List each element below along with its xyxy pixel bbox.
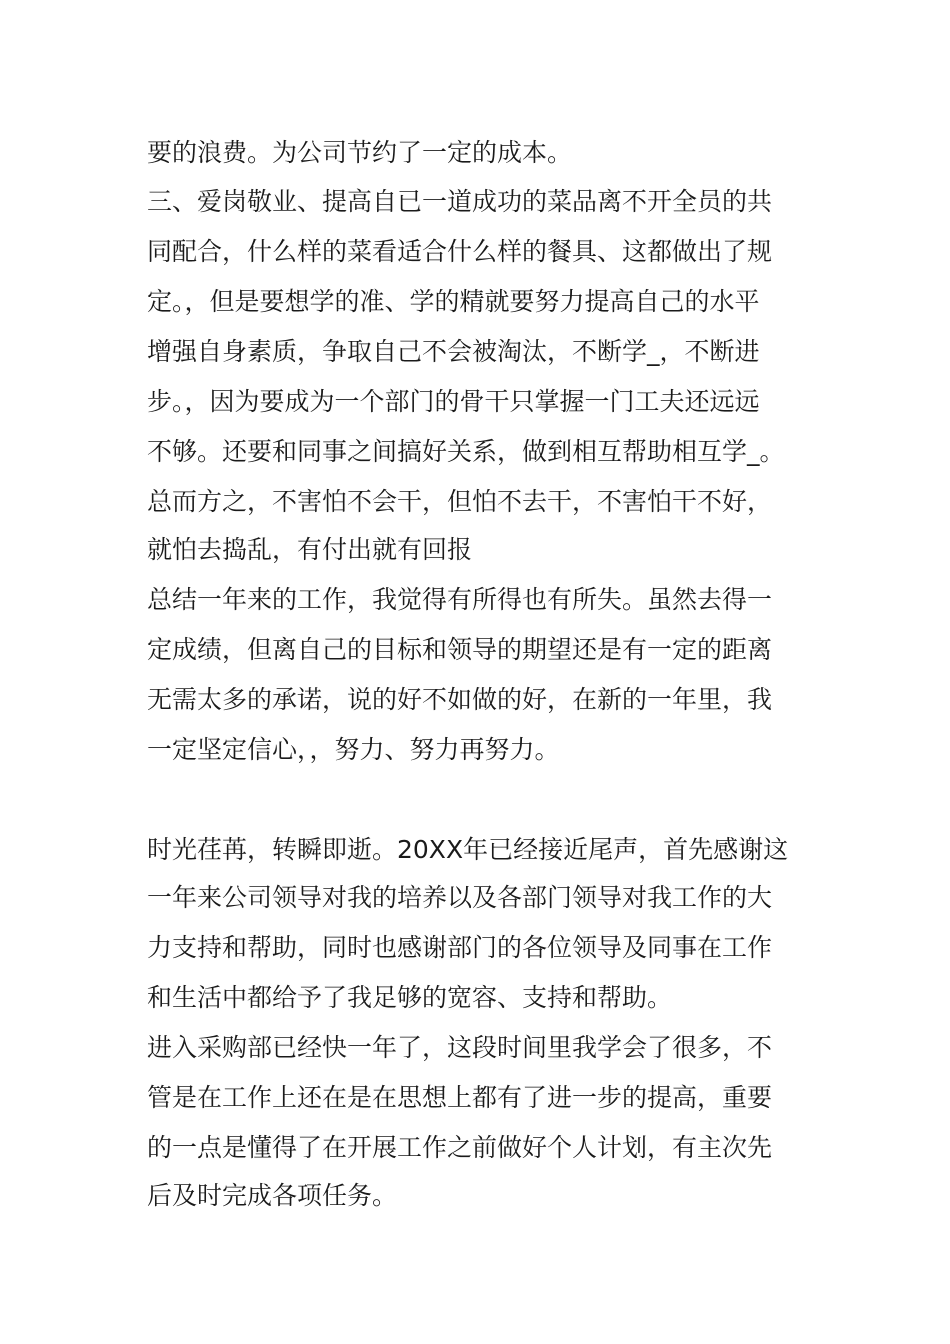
text-line: 不够。还要和同事之间搞好关系，做到相互帮助相互学_。 (147, 437, 785, 466)
text-line: 总结一年来的工作，我觉得有所得也有所失。虽然去得一 (147, 585, 773, 614)
text-line: 增强自身素质，争取自己不会被淘汰，不断学_，不断进 (147, 337, 760, 366)
text-line: 的一点是懂得了在开展工作之前做好个人计划，有主次先 (147, 1133, 773, 1162)
text-line: 一定坚定信心，，努力、努力再努力。 (147, 735, 560, 764)
text-line: 无需太多的承诺，说的好不如做的好，在新的一年里，我 (147, 685, 773, 714)
text-line: 管是在工作上还在是在思想上都有了进一步的提高，重要 (147, 1083, 773, 1112)
text-line: 后及时完成各项任务。 (147, 1181, 398, 1210)
text-line: 总而方之，不害怕不会干，但怕不去干，不害怕干不好， (147, 487, 773, 516)
text-line: 和生活中都给予了我足够的宽容、支持和帮助。 (147, 983, 673, 1012)
text-line: 就怕去捣乱，有付出就有回报 (147, 535, 473, 564)
text-line: 同配合，什么样的菜看适合什么样的餐具、这都做出了规 (147, 237, 773, 266)
text-line: 三、爱岗敬业、提高自已一道成功的菜品离不开全员的共 (147, 187, 773, 216)
text-line: 要的浪费。为公司节约了一定的成本。 (147, 138, 573, 167)
text-line: 进入采购部已经快一年了，这段时间里我学会了很多，不 (147, 1033, 773, 1062)
text-line: 力支持和帮助，同时也感谢部门的各位领导及同事在工作 (147, 933, 773, 962)
text-line: 步。，因为要成为一个部门的骨干只掌握一门工夫还远远 (147, 387, 760, 416)
text-line: 定成绩，但离自己的目标和领导的期望还是有一定的距离 (147, 635, 773, 664)
text-line: 一年来公司领导对我的培养以及各部门领导对我工作的大 (147, 883, 773, 912)
text-line: 时光荏苒，转瞬即逝。20XX年已经接近尾声，首先感谢这 (147, 835, 789, 864)
text-line: 定。，但是要想学的准、学的精就要努力提高自己的水平 (147, 287, 760, 316)
